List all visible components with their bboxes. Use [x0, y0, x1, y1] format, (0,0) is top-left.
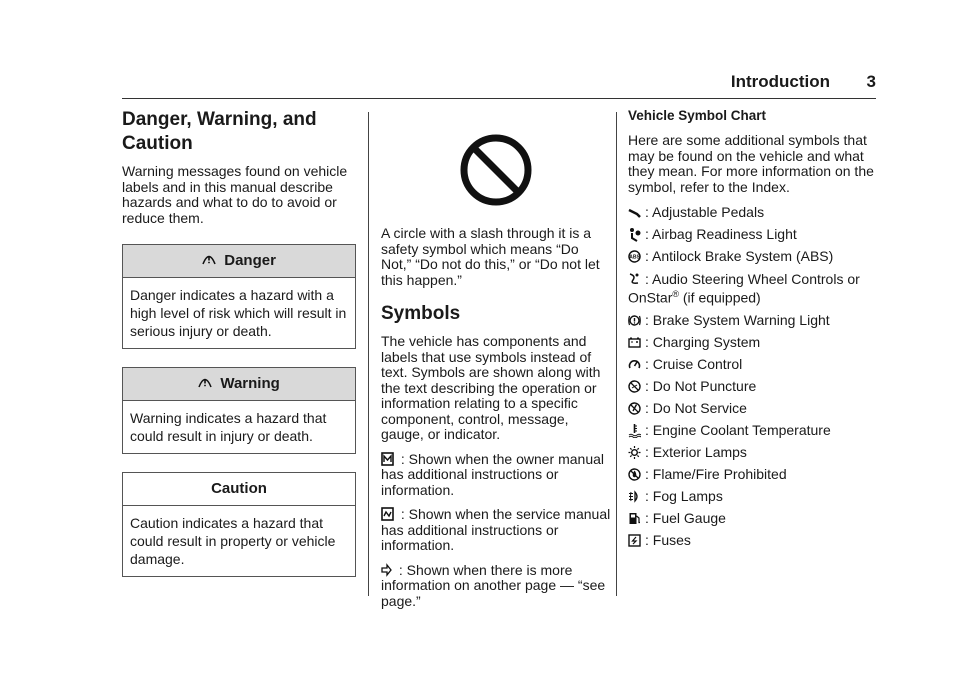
column-divider — [616, 112, 617, 596]
list-item — [628, 227, 876, 242]
column-1 — [122, 108, 356, 595]
section-title: Introduction — [730, 72, 830, 91]
list-item — [628, 313, 876, 328]
item-label: : Adjustable Pedals — [645, 204, 765, 220]
heading-line-1: Danger, Warning, and — [122, 109, 317, 130]
list-item — [628, 489, 876, 504]
list-item — [628, 533, 876, 548]
item-label: : Exterior Lamps — [645, 443, 747, 460]
symbol-chart-intro: Here are some additional symbols that may be found on the vehicle and what they mean. For more information on the symbol, refer to the Index. — [628, 132, 874, 195]
item-label: : Fuel Gauge — [645, 509, 726, 526]
owner-manual-note — [381, 452, 611, 499]
list-item — [628, 335, 876, 350]
item-label: : Brake System Warning Light — [645, 311, 830, 328]
owner-manual-icon — [381, 452, 394, 466]
service-manual-note — [381, 507, 611, 554]
list-item — [628, 205, 876, 220]
item-label: : Do Not Service — [645, 399, 747, 416]
see-page-note — [381, 563, 611, 610]
see-page-arrow-icon — [381, 563, 392, 577]
danger-title: Danger — [224, 252, 276, 269]
service-manual-text: : Shown when the service manual has additional instructions or information. — [381, 506, 611, 553]
cruise-control-icon — [628, 357, 641, 372]
item-label: : Fuses — [645, 531, 691, 548]
fog-lamps-icon — [628, 489, 641, 504]
exterior-lamps-icon — [628, 445, 641, 460]
item-label: : Charging System — [645, 333, 761, 350]
coolant-temp-icon — [628, 423, 641, 438]
symbol-chart-heading: Vehicle Symbol Chart — [628, 108, 767, 123]
audio-steering-icon — [628, 271, 641, 286]
item-label: : Do Not Puncture — [645, 377, 757, 394]
item-label: : Antilock Brake System (ABS) — [645, 248, 834, 264]
warning-text: Warning indicates a hazard that could result in injury or death. — [130, 410, 327, 444]
see-page-text: : Shown when there is more information on another page — “see page.” — [381, 561, 606, 609]
list-item — [628, 379, 876, 394]
caution-header: Caution — [123, 473, 355, 506]
column-2 — [381, 108, 611, 618]
owner-manual-text: : Shown when the owner manual has additional instructions or information. — [381, 450, 605, 498]
item-label-suffix: (if equipped) — [679, 289, 761, 306]
list-item — [628, 271, 876, 306]
warning-triangle-icon — [202, 252, 220, 269]
page-number: 3 — [866, 72, 876, 91]
danger-text: Danger indicates a hazard with a high level of risk which will result in serious injury or death. — [130, 287, 347, 339]
item-label: : Cruise Control — [645, 355, 743, 372]
abs-icon — [628, 249, 641, 264]
danger-header — [123, 245, 355, 278]
symbols-paragraph: The vehicle has components and labels that use symbols instead of text. Symbols are shown along with the text describing the operation or information relating to a specific component, control, message, gauge, or indicator. — [381, 333, 601, 442]
circle-slash-text: A circle with a slash through it is a safety symbol which means “Do Not,” “Do not do this,” or “Do not let this happen.” — [381, 225, 600, 288]
registered-mark: ® — [672, 289, 679, 299]
heading-line-2: Caution — [122, 133, 193, 154]
danger-box — [122, 244, 356, 349]
fuel-gauge-icon — [628, 511, 641, 526]
list-item — [628, 423, 876, 438]
list-item — [628, 511, 876, 526]
flame-prohibited-icon — [628, 467, 641, 482]
symbol-list — [628, 205, 876, 548]
item-label: : Engine Coolant Temperature — [645, 421, 831, 438]
warning-title: Warning — [220, 375, 280, 392]
list-item — [628, 467, 876, 482]
caution-box — [122, 472, 356, 577]
intro-paragraph: Warning messages found on vehicle labels and in this manual describe hazards and what to do to avoid or reduce them. — [122, 163, 348, 226]
item-label: : Audio Steering Wheel Controls or OnStar — [628, 271, 860, 306]
column-divider — [368, 112, 369, 596]
battery-icon — [628, 335, 641, 350]
do-not-puncture-icon — [628, 379, 641, 394]
airbag-icon — [628, 227, 641, 242]
warning-triangle-icon — [198, 375, 216, 392]
item-label: : Flame/Fire Prohibited — [645, 465, 787, 482]
list-item — [628, 401, 876, 416]
item-label: : Airbag Readiness Light — [645, 226, 797, 242]
list-item — [628, 249, 876, 264]
column-3 — [628, 108, 876, 555]
warning-box — [122, 367, 356, 454]
fuses-icon — [628, 533, 641, 548]
section-heading — [122, 108, 356, 156]
item-label: : Fog Lamps — [645, 487, 723, 504]
svg-text:ABS: ABS — [629, 254, 640, 261]
warning-header — [123, 368, 355, 401]
service-manual-icon — [381, 507, 394, 521]
symbols-heading: Symbols — [381, 303, 461, 324]
adjustable-pedals-icon — [628, 205, 641, 220]
caution-text: Caution indicates a hazard that could result in property or vehicle damage. — [130, 515, 336, 567]
brake-warning-icon — [628, 313, 641, 328]
prohibition-sign-icon — [458, 132, 534, 208]
do-not-service-icon — [628, 401, 641, 416]
page-header — [122, 70, 876, 99]
list-item — [628, 357, 876, 372]
list-item — [628, 445, 876, 460]
